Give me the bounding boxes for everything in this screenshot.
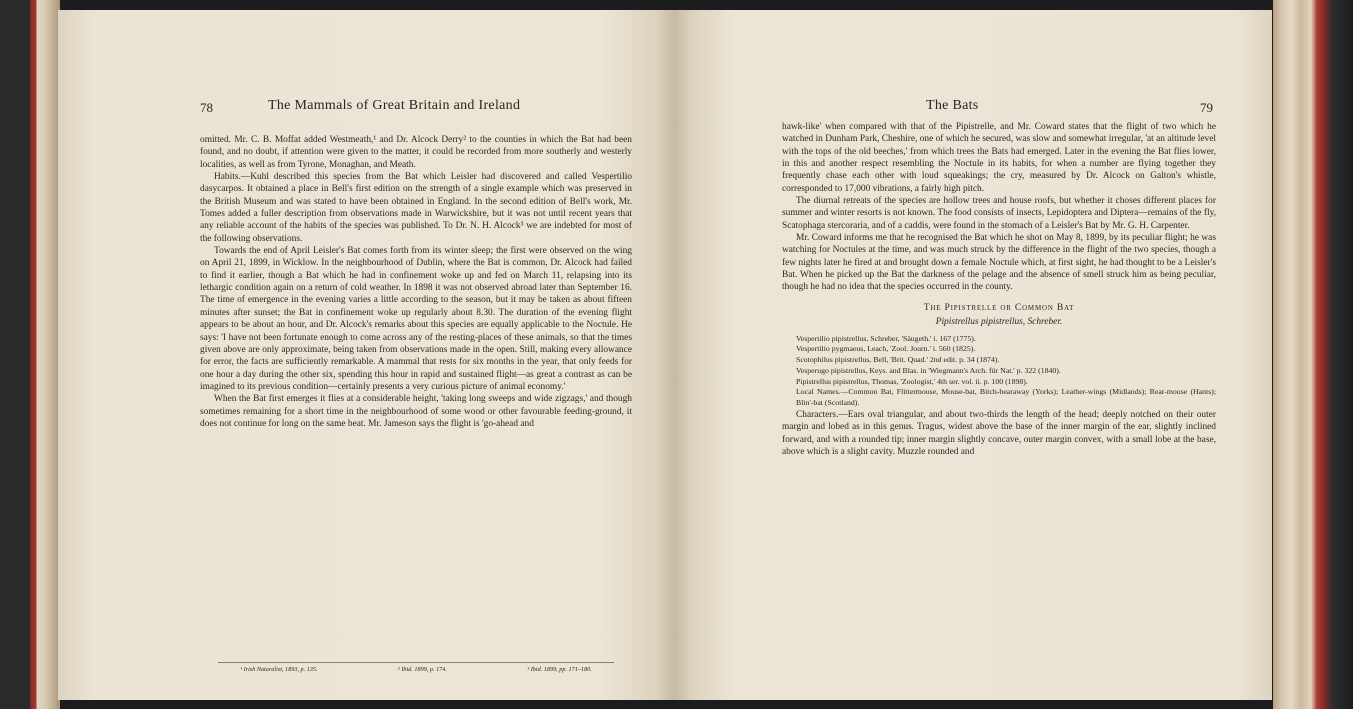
page-number: 78: [200, 100, 213, 115]
synonym-line: Vespertilio pipistrellus, Schreber, 'Säugeth.' i. 167 (1775).: [796, 333, 976, 343]
running-head: The Bats: [926, 98, 979, 113]
paragraph: omitted. Mr. C. B. Moffat added Westmeath,¹ and Dr. Alcock Derry² to the counties in which the Bat had been found, and no doubt, if attention were given to the matter, it could be recorded from more southerly and westerly localities, as well as from Tyrone, Monaghan, and Meath.: [200, 135, 632, 170]
body-text: [782, 121, 1216, 458]
footnotes: [200, 666, 632, 674]
section-title: The Pipistrelle or Common Bat: [923, 301, 1075, 313]
body-text: [200, 134, 632, 430]
paragraph: Mr. Coward informs me that he recognised the Bat which he shot on May 8, 1899, by its peculiar flight; he was watching for Noctules at the time, and was much struck by the difference in the flight of the two species, though a few nights later he fired at and brought down a female Noctule which, at first sight, he had thought to be a Leisler's Bat. When he picked up the Bat the darkness of the pelage and the absence of smell struck him as being peculiar, though he had no idea that the species occurred in the county.: [782, 233, 1216, 293]
characters-paragraph: Characters.—Ears oval triangular, and about two-thirds the length of the head; deeply notched on their outer margin and lobed as in this genus. Tragus, widest above the base of the inner margin of the ear, slightly inclined forward, and with a rounded tip; inner margin slightly concave, outer margin convex, with a small lobe at the base, above which is a slight cavity. Muzzle rounded and: [782, 410, 1216, 458]
synonym-line: Scotophilus pipistrellus, Bell, 'Brit. Quad.' 2nd edit. p. 34 (1874).: [796, 355, 1000, 365]
footnote: ³ Ibid. 1899, pp. 171–180.: [527, 666, 592, 673]
local-names: Local Names.—Common Bat, Flittermouse, Mouse-bat, Bitch-bearaway (Yorks); Leather-wings (Midlands); Rear-mouse (Hants); Blin'-bat (Scotland).: [796, 387, 1216, 408]
book-binding-right: [1273, 0, 1353, 709]
synonym-line: Vespertilio pygmaeus, Leach, 'Zool. Journ.' i. 560 (1825).: [796, 344, 976, 354]
footnote: ² Ibid. 1899, p. 174.: [397, 666, 447, 673]
right-page: [674, 10, 1272, 700]
running-head: The Mammals of Great Britain and Ireland: [268, 98, 521, 113]
page-number: 79: [1200, 100, 1213, 115]
paragraph: When the Bat first emerges it flies at a considerable height, 'taking long sweeps and wide zigzags,' and though sometimes remaining for a short time in the neighbourhood of some wood or other favourable feeding-ground, it does not continue for long on the same beat. Mr. Jameson says the flight is 'go-ahead and: [200, 394, 632, 429]
synonym-line: Vesperugo pipistrellus, Keys. and Blas. in 'Wiegmann's Arch. für Nat.' p. 322 (1840).: [796, 365, 1061, 375]
footnote: ¹ Irish Naturalist, 1893, p. 135.: [240, 666, 318, 673]
synonym-line: Pipistrellus pipistrellus, Thomas, 'Zoologist,' 4th ser. vol. ii. p. 100 (1898).: [796, 376, 1028, 386]
book-binding-left: [0, 0, 60, 709]
footnote-rule: [218, 662, 614, 663]
left-page: [58, 10, 674, 700]
paragraph: Habits.—Kuhl described this species from the Bat which Leisler had discovered and called Vespertilio dasycarpos. It obtained a place in Bell's first edition on the strength of a single example which was preserved in the British Museum and was stated to have been obtained in England. In the second edition of Bell's work, Mr. Tomes added a fuller description from observations made in Warwickshire, but it was not until recent years that any reliable account of the habits of the species was published. To Dr. N. H. Alcock³ we are indebted for most of the following observations.: [200, 172, 632, 244]
paragraph: Towards the end of April Leisler's Bat comes forth from its winter sleep; the first were observed on the wing on April 21, 1899, in Wicklow. In the neighbourhood of Dublin, where the Bat is common, Dr. Alcock had failed to find it earlier, though a Bat which he had in confinement woke up and fed on March 11, relapsing into its lethargic condition again on a return of cold weather. In 1898 it was not observed abroad later than September 16. The time of emergence in the evening varies a little according to the season, but it may be taken as about fifteen minutes after sunset; the Bat in confinement woke up regularly about 8.30. The duration of the evening flight appears to be about an hour, and Dr. Alcock's remarks about this species are equally applicable to the Noctule. He says: 'I have not been fortunate enough to come across any of the resting-places of these animals, so that the times given above are only approximate, being taken from observations made in the open. Still, making every allowance for error, the facts are sufficiently remarkable. A mammal that rests for six months in the year, that only feeds for one hour a day during the other six, spending this hour in rapid and sustained flight—as great a contrast as can be imagined to its previous condition—certainly presents a very curious picture of animal economy.': [200, 246, 632, 392]
paragraph: The diurnal retreats of the species are hollow trees and house roofs, but whether it choses different places for summer and winter resorts is not known. The food consists of insects, Lepidoptera and Diptera—remains of the fly, Scatophaga stercoraria, and of a caddis, were found in the stomach of a Leisler's Bat by Mr. G. H. Carpenter.: [782, 196, 1216, 231]
scientific-name: Pipistrellus pipistrellus, Schreber.: [935, 317, 1063, 328]
paragraph: hawk-like' when compared with that of the Pipistrelle, and Mr. Coward states that the flight of two which he watched in Dunham Park, Cheshire, one of which he secured, was slow and somewhat irregular, 'at an altitude level with the tops of the old beeches,' from which trees the Bats had emerged. Later in the evening the Bat flies lower, in this and another respect resembling the Noctule in its habits, for when a number are flying together they frequently chase each other with loud squeakings; the cry, measured by Dr. Alcock on Galton's whistle, corresponded to 17,000 vibrations, a fairly high pitch.: [782, 122, 1216, 194]
